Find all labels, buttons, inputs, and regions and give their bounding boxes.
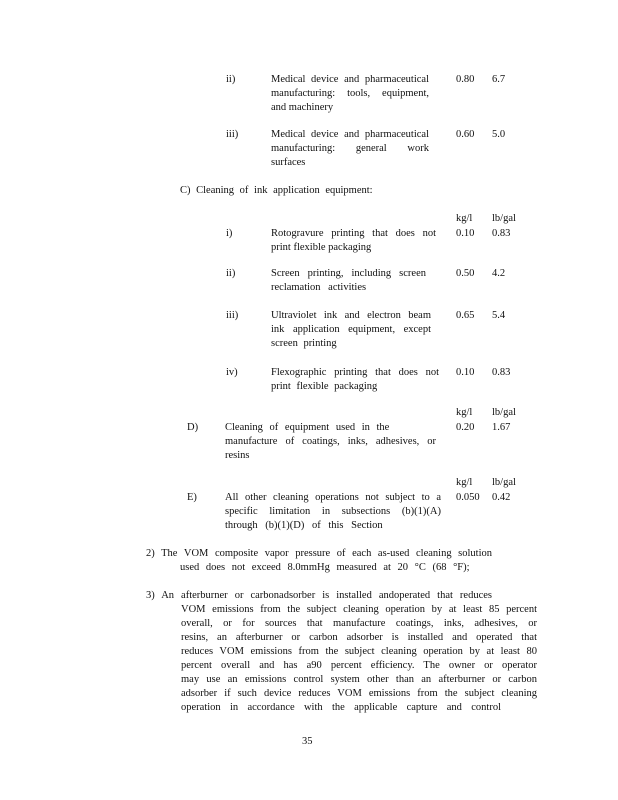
unit-kgl: kg/l: [456, 477, 473, 488]
text-line: print flexible packaging: [271, 381, 378, 392]
text-line: Medical device and pharmaceutical: [271, 129, 429, 140]
limit-kgl: 0.60: [456, 129, 475, 140]
text-line: resins: [225, 450, 250, 461]
limit-kgl: 0.050: [456, 492, 480, 503]
limit-lbgal: 0.83: [492, 367, 511, 378]
text-line: Screen printing, including screen: [271, 268, 426, 279]
limit-kgl: 0.80: [456, 74, 475, 85]
unit-kgl: kg/l: [456, 213, 473, 224]
item-description: [271, 73, 429, 115]
text-line: manufacturing: tools, equipment,: [271, 88, 429, 99]
text-line: Medical device and pharmaceutical: [271, 74, 429, 85]
limit-kgl: 0.10: [456, 228, 475, 239]
limit-lbgal: 0.42: [492, 492, 511, 503]
text-line: VOM emissions from the subject cleaning operation by at least 85 percent: [181, 604, 537, 615]
limit-lbgal: 5.0: [492, 129, 506, 140]
limit-kgl: 0.10: [456, 367, 475, 378]
text-line: operation in accordance with the applicable capture and control: [181, 702, 501, 713]
text-line: percent overall and has a90 percent efficiency. The owner or operator: [181, 660, 537, 671]
text-line: 2) The VOM composite vapor pressure of each as-used cleaning solution: [146, 548, 492, 559]
section-description: [225, 421, 436, 463]
item-description: [271, 366, 439, 394]
limit-lbgal: 0.83: [492, 228, 511, 239]
item-label: ii): [226, 74, 236, 85]
limit-lbgal: 4.2: [492, 268, 506, 279]
section-heading: C) Cleaning of ink application equipment:: [180, 185, 373, 196]
unit-lbgal: lb/gal: [492, 407, 516, 418]
text-line: Cleaning of equipment used in the: [225, 422, 390, 433]
section-label: E): [187, 492, 197, 503]
limit-kgl: 0.65: [456, 310, 475, 321]
text-line: manufacturing: general work: [271, 143, 429, 154]
unit-kgl: kg/l: [456, 407, 473, 418]
paragraph-2-continued: [180, 561, 480, 575]
section-description: [225, 491, 441, 533]
unit-lbgal: lb/gal: [492, 477, 516, 488]
text-line: reclamation activities: [271, 282, 367, 293]
unit-lbgal: lb/gal: [492, 213, 516, 224]
text-line: Rotogravure printing that does not: [271, 228, 436, 239]
limit-kgl: 0.20: [456, 422, 475, 433]
limit-lbgal: 5.4: [492, 310, 506, 321]
text-line: through (b)(1)(D) of this Section: [225, 520, 383, 531]
text-line: Flexographic printing that does not: [271, 367, 439, 378]
item-description: [271, 128, 429, 170]
text-line: ink application equipment, except: [271, 324, 431, 335]
paragraph-3-body: [181, 603, 537, 715]
page-number: 35: [302, 736, 313, 747]
limit-lbgal: 1.67: [492, 422, 511, 433]
text-line: overall, or for sources that manufacture coatings, inks, adhesives, or: [181, 618, 537, 629]
item-label: iv): [226, 367, 238, 378]
item-description: [271, 227, 436, 255]
text-line: print flexible packaging: [271, 242, 372, 253]
item-label: i): [226, 228, 233, 239]
paragraph-3: [146, 589, 492, 603]
text-line: used does not exceed 8.0mmHg measured at 20 °C (68 °F);: [180, 562, 470, 573]
text-line: Ultraviolet ink and electron beam: [271, 310, 431, 321]
item-label: iii): [226, 310, 239, 321]
item-description: [271, 267, 426, 295]
text-line: may use an emissions control system other than an afterburner or carbon: [181, 674, 537, 685]
section-label: D): [187, 422, 199, 433]
limit-kgl: 0.50: [456, 268, 475, 279]
item-label: ii): [226, 268, 236, 279]
text-line: specific limitation in subsections (b)(1)(A): [225, 506, 441, 517]
text-line: and machinery: [271, 102, 334, 113]
limit-lbgal: 6.7: [492, 74, 506, 85]
paragraph-2: [146, 547, 492, 561]
text-line: reduces VOM emissions from the subject cleaning operation by at least 80: [181, 646, 537, 657]
text-line: screen printing: [271, 338, 337, 349]
text-line: adsorber if such device reduces VOM emissions from the subject cleaning: [181, 688, 537, 699]
text-line: surfaces: [271, 157, 306, 168]
text-line: 3) An afterburner or carbonadsorber is installed andoperated that reduces: [146, 590, 492, 601]
item-label: iii): [226, 129, 239, 140]
text-line: All other cleaning operations not subject to a: [225, 492, 441, 503]
text-line: manufacture of coatings, inks, adhesives, or: [225, 436, 436, 447]
text-line: resins, an afterburner or carbon adsorber is installed and operated that: [181, 632, 537, 643]
item-description: [271, 309, 431, 351]
